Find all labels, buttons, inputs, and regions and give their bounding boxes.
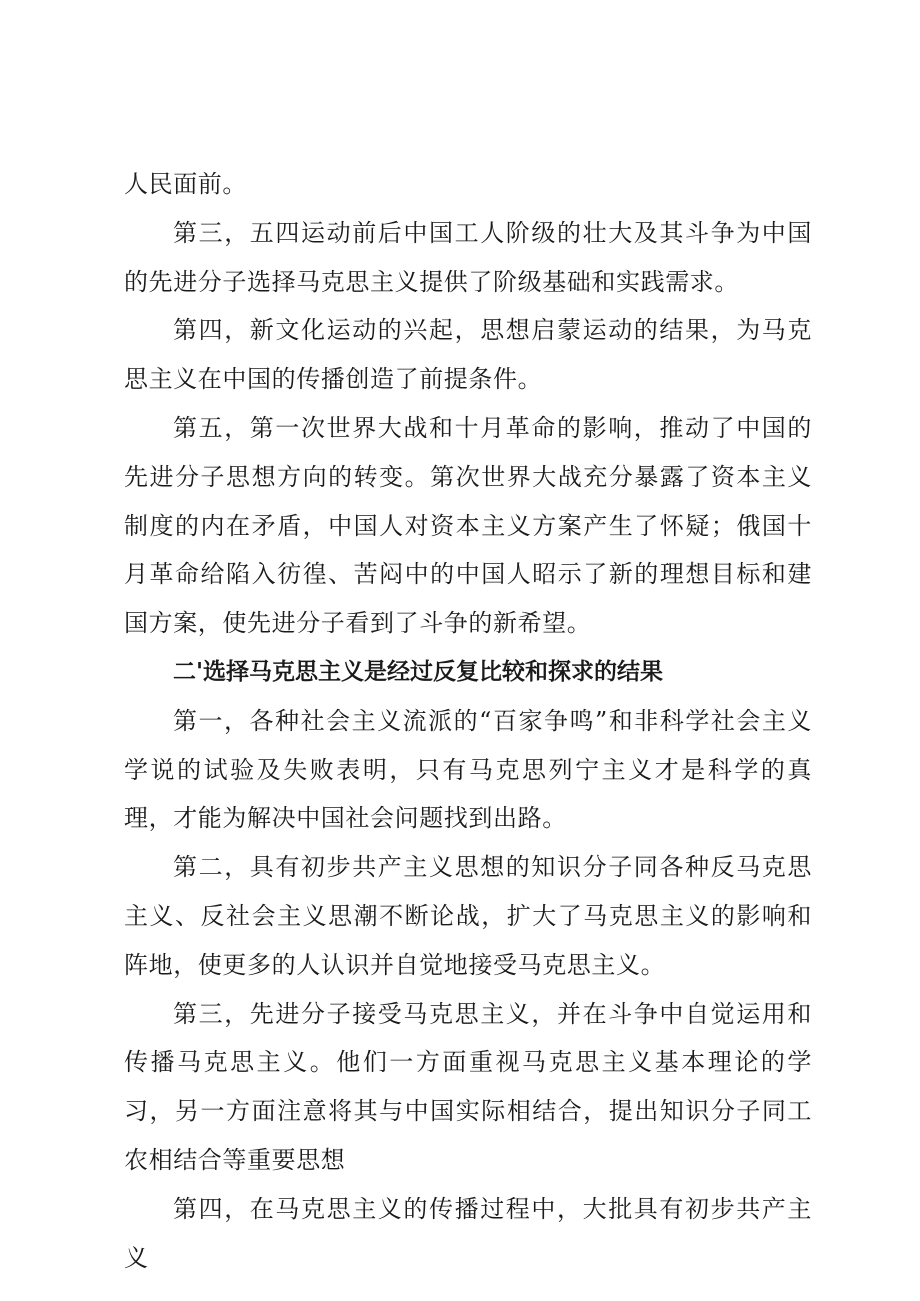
section-heading: 二'选择马克思主义是经过反复比较和探求的结果 xyxy=(173,658,664,685)
paragraph-fourth-point-b: 第四，在马克思主义的传播过程中，大批具有初步共产主义 xyxy=(124,1194,812,1272)
paragraph-third-point-b: 第三，先进分子接受马克思主义，并在斗争中自觉运用和传播马克思主义。他们一方面重视马克思主义基本理论的学习，另一方面注意将其与中国实际相结合，提出知识分子同工农相结合等重要思想 xyxy=(124,999,812,1174)
paragraph-fifth-point: 第五，第一次世界大战和十月革命的影响，推动了中国的先进分子思想方向的转变。第次世界大战充分暴露了资本主义制度的内在矛盾，中国人对资本主义方案产生了怀疑；俄国十月革命给陷入彷徨、苦闷中的中国人昭示了新的理想目标和建国方案，使先进分子看到了斗争的新希望。 xyxy=(124,413,812,638)
body-text xyxy=(124,160,812,1282)
paragraph-second-point: 第二，具有初步共产主义思想的知识分子同各种反马克思主义、反社会主义思潮不断论战，扩大了马克思主义的影响和阵地，使更多的人认识并自觉地接受马克思主义。 xyxy=(124,853,812,979)
paragraph-third-point: 第三，五四运动前后中国工人阶级的壮大及其斗争为中国的先进分子选择马克思主义提供了阶级基础和实践需求。 xyxy=(124,218,812,296)
paragraph-first-point: 第一，各种社会主义流派的“百家争鸣”和非科学社会主义学说的试验及失败表明，只有马克思列宁主义才是科学的真理，才能为解决中国社会问题找到出路。 xyxy=(124,706,812,833)
paragraph-continuation: 人民面前。 xyxy=(124,170,247,198)
paragraph-fourth-point: 第四，新文化运动的兴起，思想启蒙运动的结果，为马克思主义在中国的传播创造了前提条件。 xyxy=(124,316,812,394)
